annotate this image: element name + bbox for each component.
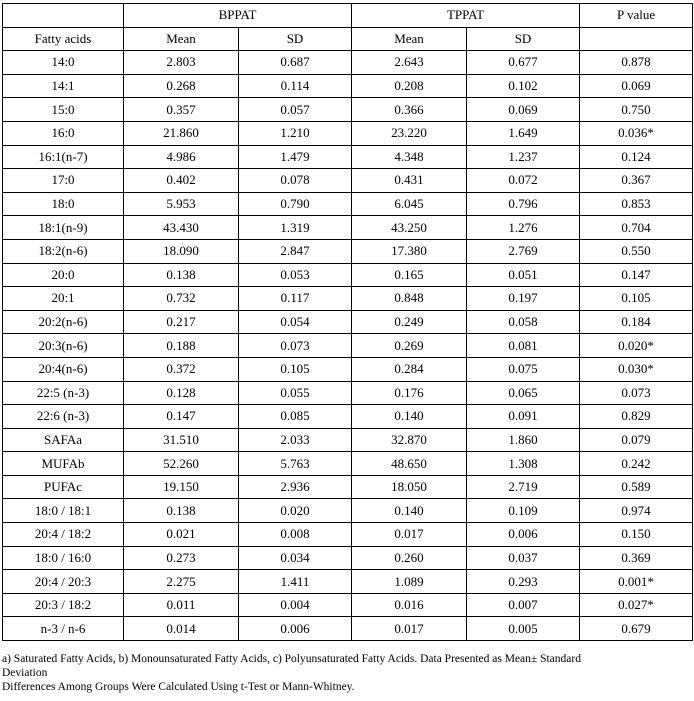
bppat-sd-cell: 1.319 bbox=[239, 216, 352, 240]
bppat-sd-cell: 0.004 bbox=[239, 593, 352, 617]
p-value-cell: 0.124 bbox=[580, 145, 693, 169]
p-value-cell: 0.069 bbox=[580, 74, 693, 98]
bppat-sd-cell: 0.008 bbox=[239, 523, 352, 547]
p-value-cell: 0.974 bbox=[580, 499, 693, 523]
table-row bbox=[3, 98, 693, 122]
tppat-mean-cell: 0.284 bbox=[352, 357, 467, 381]
tppat-mean-cell: 0.366 bbox=[352, 98, 467, 122]
fatty-acid-name-cell: MUFAb bbox=[3, 452, 124, 476]
bppat-mean-cell: 5.953 bbox=[124, 192, 239, 216]
fatty-acid-name-cell: 18:2(n-6) bbox=[3, 239, 124, 263]
table-row bbox=[3, 570, 693, 594]
p-value-cell: 0.589 bbox=[580, 475, 693, 499]
tppat-sd-cell: 1.276 bbox=[467, 216, 580, 240]
tppat-mean-cell: 48.650 bbox=[352, 452, 467, 476]
table-row bbox=[3, 546, 693, 570]
p-value-cell: 0.073 bbox=[580, 381, 693, 405]
p-value-cell: 0.036* bbox=[580, 121, 693, 145]
bppat-mean-cell: 18.090 bbox=[124, 239, 239, 263]
tppat-mean-cell: 0.140 bbox=[352, 499, 467, 523]
bppat-mean-cell: 0.268 bbox=[124, 74, 239, 98]
fatty-acid-name-cell: 20:4(n-6) bbox=[3, 357, 124, 381]
fatty-acid-name-cell: 20:3 / 18:2 bbox=[3, 593, 124, 617]
bppat-mean-cell: 0.147 bbox=[124, 405, 239, 429]
fatty-acid-name-cell: 20:3(n-6) bbox=[3, 334, 124, 358]
bppat-mean-cell: 0.011 bbox=[124, 593, 239, 617]
tppat-mean-cell: 0.848 bbox=[352, 287, 467, 311]
table-row bbox=[3, 499, 693, 523]
tppat-sd-cell: 1.308 bbox=[467, 452, 580, 476]
bppat-mean-cell: 4.986 bbox=[124, 145, 239, 169]
tppat-sd-cell: 0.293 bbox=[467, 570, 580, 594]
bppat-sd-cell: 0.078 bbox=[239, 169, 352, 193]
p-value-cell: 0.704 bbox=[580, 216, 693, 240]
p-value-cell: 0.242 bbox=[580, 452, 693, 476]
p-value-cell: 0.030* bbox=[580, 357, 693, 381]
bppat-sd-cell: 0.073 bbox=[239, 334, 352, 358]
tppat-sd-cell: 0.197 bbox=[467, 287, 580, 311]
p-value-cell: 0.147 bbox=[580, 263, 693, 287]
bppat-mean-cell: 0.217 bbox=[124, 310, 239, 334]
table-row bbox=[3, 169, 693, 193]
fatty-acid-name-cell: 22:6 (n-3) bbox=[3, 405, 124, 429]
tppat-sd-cell: 0.037 bbox=[467, 546, 580, 570]
fatty-acid-name-cell: 14:1 bbox=[3, 74, 124, 98]
fatty-acid-name-cell: 18:1(n-9) bbox=[3, 216, 124, 240]
bppat-mean-cell: 0.188 bbox=[124, 334, 239, 358]
tppat-sd-cell: 0.081 bbox=[467, 334, 580, 358]
bppat-mean-cell: 19.150 bbox=[124, 475, 239, 499]
tppat-sd-cell: 0.006 bbox=[467, 523, 580, 547]
header-tppat-mean: Mean bbox=[352, 27, 467, 51]
p-value-cell: 0.001* bbox=[580, 570, 693, 594]
table-row bbox=[3, 452, 693, 476]
table-row bbox=[3, 74, 693, 98]
tppat-mean-cell: 0.140 bbox=[352, 405, 467, 429]
table-row bbox=[3, 357, 693, 381]
fatty-acid-name-cell: 16:0 bbox=[3, 121, 124, 145]
tppat-sd-cell: 0.072 bbox=[467, 169, 580, 193]
bppat-sd-cell: 0.054 bbox=[239, 310, 352, 334]
tppat-sd-cell: 2.719 bbox=[467, 475, 580, 499]
fatty-acid-name-cell: 16:1(n-7) bbox=[3, 145, 124, 169]
tppat-mean-cell: 32.870 bbox=[352, 428, 467, 452]
tppat-mean-cell: 0.017 bbox=[352, 523, 467, 547]
fatty-acid-name-cell: 14:0 bbox=[3, 51, 124, 75]
tppat-sd-cell: 1.860 bbox=[467, 428, 580, 452]
table-footnote bbox=[2, 652, 692, 694]
p-value-cell: 0.184 bbox=[580, 310, 693, 334]
tppat-sd-cell: 2.769 bbox=[467, 239, 580, 263]
tppat-sd-cell: 0.796 bbox=[467, 192, 580, 216]
tppat-sd-cell: 0.058 bbox=[467, 310, 580, 334]
bppat-mean-cell: 2.803 bbox=[124, 51, 239, 75]
fatty-acid-name-cell: 20:4 / 20:3 bbox=[3, 570, 124, 594]
bppat-sd-cell: 0.687 bbox=[239, 51, 352, 75]
sub-header-row bbox=[3, 27, 693, 51]
bppat-sd-cell: 0.114 bbox=[239, 74, 352, 98]
fatty-acid-name-cell: 20:0 bbox=[3, 263, 124, 287]
bppat-sd-cell: 0.034 bbox=[239, 546, 352, 570]
table-row bbox=[3, 593, 693, 617]
p-value-cell: 0.020* bbox=[580, 334, 693, 358]
p-value-cell: 0.079 bbox=[580, 428, 693, 452]
bppat-sd-cell: 1.411 bbox=[239, 570, 352, 594]
tppat-sd-cell: 0.109 bbox=[467, 499, 580, 523]
tppat-mean-cell: 6.045 bbox=[352, 192, 467, 216]
group-header-row bbox=[3, 4, 693, 28]
tppat-sd-cell: 1.649 bbox=[467, 121, 580, 145]
p-value-cell: 0.750 bbox=[580, 98, 693, 122]
footnote-line-1: a) Saturated Fatty Acids, b) Monounsaturated Fatty Acids, c) Polyunsaturated Fatty Acids. Data Presented as Mean± Standard bbox=[2, 653, 581, 665]
p-value-cell: 0.367 bbox=[580, 169, 693, 193]
bppat-mean-cell: 0.732 bbox=[124, 287, 239, 311]
fatty-acid-name-cell: 18:0 / 16:0 bbox=[3, 546, 124, 570]
bppat-mean-cell: 0.357 bbox=[124, 98, 239, 122]
bppat-sd-cell: 0.053 bbox=[239, 263, 352, 287]
tppat-mean-cell: 23.220 bbox=[352, 121, 467, 145]
table-row bbox=[3, 617, 693, 641]
table-row bbox=[3, 475, 693, 499]
p-value-cell: 0.878 bbox=[580, 51, 693, 75]
fatty-acid-name-cell: 22:5 (n-3) bbox=[3, 381, 124, 405]
tppat-sd-cell: 0.102 bbox=[467, 74, 580, 98]
tppat-mean-cell: 4.348 bbox=[352, 145, 467, 169]
header-tppat: TPPAT bbox=[352, 4, 580, 28]
bppat-mean-cell: 0.138 bbox=[124, 499, 239, 523]
fatty-acid-name-cell: SAFAa bbox=[3, 428, 124, 452]
tppat-mean-cell: 0.208 bbox=[352, 74, 467, 98]
header-bppat: BPPAT bbox=[124, 4, 352, 28]
tppat-sd-cell: 0.069 bbox=[467, 98, 580, 122]
footnote-line-2: Deviation bbox=[2, 667, 48, 679]
header-p-value: P value bbox=[580, 4, 693, 28]
p-value-cell: 0.550 bbox=[580, 239, 693, 263]
tppat-sd-cell: 1.237 bbox=[467, 145, 580, 169]
bppat-sd-cell: 2.936 bbox=[239, 475, 352, 499]
table-row bbox=[3, 145, 693, 169]
fatty-acid-name-cell: 15:0 bbox=[3, 98, 124, 122]
table-row bbox=[3, 51, 693, 75]
header-fatty-acids: Fatty acids bbox=[3, 27, 124, 51]
p-value-cell: 0.027* bbox=[580, 593, 693, 617]
tppat-sd-cell: 0.075 bbox=[467, 357, 580, 381]
tppat-mean-cell: 0.431 bbox=[352, 169, 467, 193]
header-tppat-sd: SD bbox=[467, 27, 580, 51]
table-row bbox=[3, 310, 693, 334]
header-bppat-mean: Mean bbox=[124, 27, 239, 51]
table-row bbox=[3, 405, 693, 429]
bppat-mean-cell: 0.128 bbox=[124, 381, 239, 405]
fatty-acid-name-cell: 20:2(n-6) bbox=[3, 310, 124, 334]
table-row bbox=[3, 334, 693, 358]
tppat-mean-cell: 0.165 bbox=[352, 263, 467, 287]
tppat-sd-cell: 0.051 bbox=[467, 263, 580, 287]
tppat-sd-cell: 0.065 bbox=[467, 381, 580, 405]
bppat-sd-cell: 2.847 bbox=[239, 239, 352, 263]
bppat-mean-cell: 0.372 bbox=[124, 357, 239, 381]
tppat-mean-cell: 18.050 bbox=[352, 475, 467, 499]
tppat-mean-cell: 43.250 bbox=[352, 216, 467, 240]
table-row bbox=[3, 263, 693, 287]
bppat-mean-cell: 0.273 bbox=[124, 546, 239, 570]
bppat-sd-cell: 0.006 bbox=[239, 617, 352, 641]
p-value-cell: 0.369 bbox=[580, 546, 693, 570]
tppat-mean-cell: 0.269 bbox=[352, 334, 467, 358]
table-row bbox=[3, 239, 693, 263]
fatty-acid-name-cell: 17:0 bbox=[3, 169, 124, 193]
bppat-mean-cell: 0.138 bbox=[124, 263, 239, 287]
fatty-acid-name-cell: n-3 / n-6 bbox=[3, 617, 124, 641]
fatty-acid-name-cell: 18:0 / 18:1 bbox=[3, 499, 124, 523]
bppat-mean-cell: 31.510 bbox=[124, 428, 239, 452]
bppat-mean-cell: 0.402 bbox=[124, 169, 239, 193]
header-blank-cell bbox=[3, 4, 124, 28]
fatty-acid-name-cell: 20:4 / 18:2 bbox=[3, 523, 124, 547]
bppat-sd-cell: 0.790 bbox=[239, 192, 352, 216]
tppat-mean-cell: 0.016 bbox=[352, 593, 467, 617]
fatty-acid-name-cell: 18:0 bbox=[3, 192, 124, 216]
table-row bbox=[3, 428, 693, 452]
footnote-line-3: Differences Among Groups Were Calculated Using t-Test or Mann-Whitney. bbox=[2, 681, 355, 693]
table-row bbox=[3, 381, 693, 405]
table-row bbox=[3, 216, 693, 240]
tppat-sd-cell: 0.007 bbox=[467, 593, 580, 617]
tppat-mean-cell: 2.643 bbox=[352, 51, 467, 75]
bppat-mean-cell: 0.021 bbox=[124, 523, 239, 547]
bppat-sd-cell: 5.763 bbox=[239, 452, 352, 476]
bppat-mean-cell: 43.430 bbox=[124, 216, 239, 240]
fatty-acids-table bbox=[2, 3, 693, 641]
bppat-sd-cell: 0.085 bbox=[239, 405, 352, 429]
tppat-sd-cell: 0.677 bbox=[467, 51, 580, 75]
p-value-cell: 0.679 bbox=[580, 617, 693, 641]
table-row bbox=[3, 121, 693, 145]
tppat-mean-cell: 0.260 bbox=[352, 546, 467, 570]
tppat-sd-cell: 0.091 bbox=[467, 405, 580, 429]
bppat-mean-cell: 52.260 bbox=[124, 452, 239, 476]
tppat-mean-cell: 0.249 bbox=[352, 310, 467, 334]
bppat-sd-cell: 0.105 bbox=[239, 357, 352, 381]
tppat-mean-cell: 0.176 bbox=[352, 381, 467, 405]
bppat-sd-cell: 1.479 bbox=[239, 145, 352, 169]
tppat-mean-cell: 1.089 bbox=[352, 570, 467, 594]
header-p-value-blank bbox=[580, 27, 693, 51]
bppat-sd-cell: 0.055 bbox=[239, 381, 352, 405]
bppat-sd-cell: 2.033 bbox=[239, 428, 352, 452]
bppat-mean-cell: 0.014 bbox=[124, 617, 239, 641]
p-value-cell: 0.853 bbox=[580, 192, 693, 216]
table-row bbox=[3, 287, 693, 311]
header-bppat-sd: SD bbox=[239, 27, 352, 51]
bppat-sd-cell: 0.020 bbox=[239, 499, 352, 523]
p-value-cell: 0.150 bbox=[580, 523, 693, 547]
bppat-sd-cell: 1.210 bbox=[239, 121, 352, 145]
bppat-mean-cell: 21.860 bbox=[124, 121, 239, 145]
p-value-cell: 0.829 bbox=[580, 405, 693, 429]
tppat-mean-cell: 17.380 bbox=[352, 239, 467, 263]
fatty-acid-name-cell: PUFAc bbox=[3, 475, 124, 499]
bppat-sd-cell: 0.057 bbox=[239, 98, 352, 122]
tppat-sd-cell: 0.005 bbox=[467, 617, 580, 641]
tppat-mean-cell: 0.017 bbox=[352, 617, 467, 641]
table-row bbox=[3, 192, 693, 216]
table-row bbox=[3, 523, 693, 547]
fatty-acid-name-cell: 20:1 bbox=[3, 287, 124, 311]
p-value-cell: 0.105 bbox=[580, 287, 693, 311]
bppat-mean-cell: 2.275 bbox=[124, 570, 239, 594]
bppat-sd-cell: 0.117 bbox=[239, 287, 352, 311]
